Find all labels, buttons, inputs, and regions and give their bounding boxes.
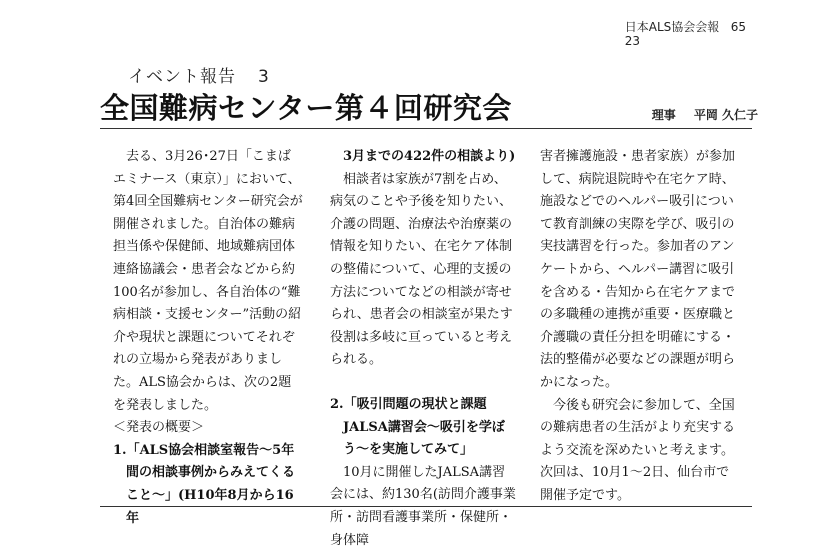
column-1 xyxy=(113,146,303,530)
item2-title: 2.「吸引問題の現状と課題JALSA講習会～吸引を学ぼう～を実施してみて」 xyxy=(330,396,505,458)
overview-heading: ＜発表の概要＞ xyxy=(113,420,205,436)
article-title: 全国難病センター第４回研究会 xyxy=(100,91,512,125)
article-kicker xyxy=(128,62,270,87)
article-author xyxy=(652,106,758,123)
closing-paragraph: 今後も研究会に参加して、全国の難病患者の生活がより充実するよう交流を深めたいと考えます。次回は、10月1～2日、仙台市で開催予定です。 xyxy=(540,397,736,503)
item1-title-continued: 3月までの422件の相談より) xyxy=(343,149,516,164)
author-role: 理事 xyxy=(651,108,676,122)
title-divider xyxy=(100,128,752,129)
page-subnumber: 23 xyxy=(624,34,641,48)
page-header xyxy=(625,20,746,48)
intro-paragraph: 去る、3月26･27日「こまばエミナース（東京）」において、第4回全国難病センター研究会が開催されました。自治体の難病担当係や保健師、地域難病団体連絡協議会・患者会などから約100名が参加し、各自治体の“難病相談・支援センター”活動の紹介や現状と課題についてそれぞれの立場から発表がありました。ALS協会からは、次の2題を発表しました。 xyxy=(113,149,303,413)
column-2 xyxy=(330,146,516,552)
publication-name: 日本ALS協会会報 xyxy=(624,20,720,34)
item2-body: 10月に開催したJALSA講習会には、約130名(訪問介護事業所・訪問看護事業所・保健所・身体障 xyxy=(330,464,516,548)
kicker-label: イベント報告 xyxy=(128,67,236,87)
author-name: 平岡 久仁子 xyxy=(693,108,758,122)
item1-title: 1.「ALS協会相談室報告～5年間の相談事例からみえてくること～」(H10年8月から16年 xyxy=(113,442,296,526)
item2-body-continued: 害者擁護施設・患者家族）が参加して、病院退院時や在宅ケア時、施設などでのヘルパー吸引について教育訓練の実際を学び、吸引の実技講習を行った。参加者のアンケートから、ヘルパー講習に吸引を含める・告知から在宅ケアまでの多職種の連携が重要・医療職と介護職の責任分担を明確にする・法的整備が必要などの課題が明らかになった。 xyxy=(540,149,736,390)
kicker-number: 3 xyxy=(258,67,270,87)
item1-body: 相談者は家族が7割を占め、病気のことや予後を知りたい、介護の問題、治療法や治療薬の情報を知りたい、在宅ケア体制の整備について、心理的支援の方法についてなどの相談が寄せられ、患者会の相談室が果たす役割は多岐に亘っていると考えられる。 xyxy=(330,171,513,368)
column-3 xyxy=(540,146,740,508)
spacer xyxy=(330,372,516,394)
page-number: 65 xyxy=(730,20,746,34)
footer-divider xyxy=(100,506,752,507)
